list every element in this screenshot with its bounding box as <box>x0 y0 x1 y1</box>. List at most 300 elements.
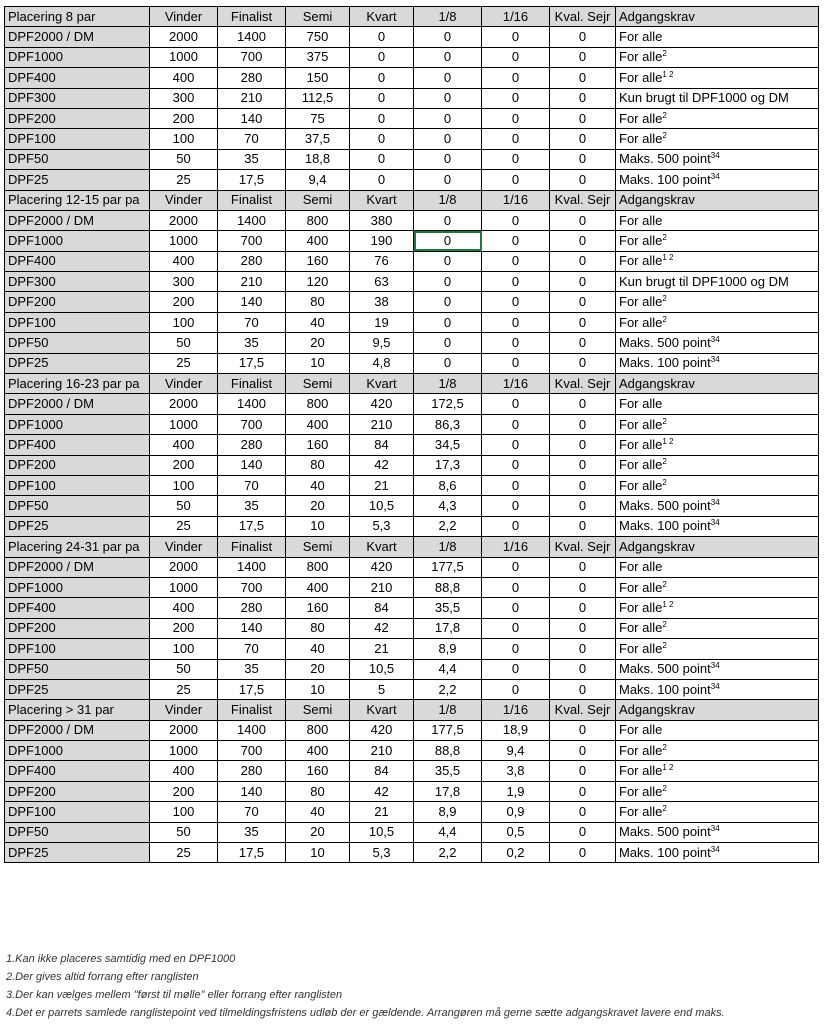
kvart-cell[interactable]: 0 <box>350 27 414 47</box>
eighth-cell[interactable]: 0 <box>414 108 482 128</box>
kvart-cell[interactable]: 5 <box>350 679 414 699</box>
kvart-cell[interactable]: 0 <box>350 149 414 169</box>
kvart-cell[interactable]: 210 <box>350 414 414 434</box>
column-header-cell[interactable]: Vinder <box>150 190 218 210</box>
column-header-cell[interactable]: Kvart <box>350 7 414 27</box>
kvart-cell[interactable]: 210 <box>350 741 414 761</box>
eighth-cell[interactable]: 2,2 <box>414 843 482 863</box>
finalist-cell[interactable]: 35 <box>218 333 286 353</box>
sixteenth-cell[interactable]: 0 <box>482 557 550 577</box>
row-label-cell[interactable]: DPF50 <box>5 496 150 516</box>
kval-sejr-cell[interactable]: 0 <box>550 210 616 230</box>
kval-sejr-cell[interactable]: 0 <box>550 435 616 455</box>
kvart-cell[interactable]: 0 <box>350 129 414 149</box>
finalist-cell[interactable]: 700 <box>218 231 286 251</box>
vinder-cell[interactable]: 1000 <box>150 577 218 597</box>
vinder-cell[interactable]: 100 <box>150 475 218 495</box>
eighth-cell[interactable]: 0 <box>414 292 482 312</box>
eighth-cell[interactable]: 0 <box>414 333 482 353</box>
sixteenth-cell[interactable]: 0 <box>482 455 550 475</box>
row-label-cell[interactable]: DPF1000 <box>5 47 150 67</box>
vinder-cell[interactable]: 25 <box>150 170 218 190</box>
semi-cell[interactable]: 800 <box>286 210 350 230</box>
column-header-cell[interactable]: Vinder <box>150 374 218 394</box>
vinder-cell[interactable]: 25 <box>150 516 218 536</box>
column-header-cell[interactable]: 1/8 <box>414 374 482 394</box>
eighth-cell[interactable]: 177,5 <box>414 557 482 577</box>
semi-cell[interactable]: 10 <box>286 353 350 373</box>
kval-sejr-cell[interactable]: 0 <box>550 843 616 863</box>
column-header-cell[interactable]: Kvart <box>350 537 414 557</box>
semi-cell[interactable]: 80 <box>286 455 350 475</box>
kval-sejr-cell[interactable]: 0 <box>550 496 616 516</box>
finalist-cell[interactable]: 140 <box>218 618 286 638</box>
kvart-cell[interactable]: 420 <box>350 557 414 577</box>
semi-cell[interactable]: 160 <box>286 251 350 271</box>
sixteenth-cell[interactable]: 0 <box>482 251 550 271</box>
row-label-cell[interactable]: DPF100 <box>5 639 150 659</box>
row-label-cell[interactable]: DPF400 <box>5 435 150 455</box>
kval-sejr-cell[interactable]: 0 <box>550 149 616 169</box>
section-title-cell[interactable]: Placering 24-31 par pa <box>5 537 150 557</box>
finalist-cell[interactable]: 140 <box>218 455 286 475</box>
semi-cell[interactable]: 40 <box>286 802 350 822</box>
finalist-cell[interactable]: 1400 <box>218 720 286 740</box>
finalist-cell[interactable]: 70 <box>218 639 286 659</box>
semi-cell[interactable]: 400 <box>286 577 350 597</box>
eighth-cell[interactable]: 88,8 <box>414 577 482 597</box>
eighth-cell[interactable]: 86,3 <box>414 414 482 434</box>
sixteenth-cell[interactable]: 0 <box>482 353 550 373</box>
adgangskrav-cell[interactable] <box>616 659 819 679</box>
eighth-cell[interactable]: 4,4 <box>414 659 482 679</box>
kval-sejr-cell[interactable]: 0 <box>550 47 616 67</box>
column-header-cell[interactable]: 1/16 <box>482 374 550 394</box>
adgangskrav-cell[interactable] <box>616 129 819 149</box>
sixteenth-cell[interactable]: 0 <box>482 659 550 679</box>
eighth-cell[interactable]: 0 <box>414 210 482 230</box>
kvart-cell[interactable]: 38 <box>350 292 414 312</box>
vinder-cell[interactable]: 2000 <box>150 557 218 577</box>
kvart-cell[interactable]: 190 <box>350 231 414 251</box>
column-header-cell[interactable]: Semi <box>286 7 350 27</box>
vinder-cell[interactable]: 2000 <box>150 720 218 740</box>
adgangskrav-cell[interactable] <box>616 88 819 108</box>
semi-cell[interactable]: 40 <box>286 312 350 332</box>
row-label-cell[interactable]: DPF2000 / DM <box>5 557 150 577</box>
eighth-cell[interactable]: 34,5 <box>414 435 482 455</box>
kvart-cell[interactable]: 84 <box>350 435 414 455</box>
column-header-cell[interactable]: Kvart <box>350 190 414 210</box>
kvart-cell[interactable]: 19 <box>350 312 414 332</box>
kvart-cell[interactable]: 84 <box>350 761 414 781</box>
adgangskrav-cell[interactable] <box>616 475 819 495</box>
vinder-cell[interactable]: 1000 <box>150 231 218 251</box>
vinder-cell[interactable]: 25 <box>150 353 218 373</box>
kval-sejr-cell[interactable]: 0 <box>550 761 616 781</box>
finalist-cell[interactable]: 17,5 <box>218 170 286 190</box>
row-label-cell[interactable]: DPF200 <box>5 108 150 128</box>
vinder-cell[interactable]: 50 <box>150 822 218 842</box>
row-label-cell[interactable]: DPF300 <box>5 272 150 292</box>
vinder-cell[interactable]: 200 <box>150 108 218 128</box>
eighth-cell[interactable]: 8,9 <box>414 639 482 659</box>
adgangskrav-cell[interactable] <box>616 272 819 292</box>
sixteenth-cell[interactable]: 0 <box>482 394 550 414</box>
kval-sejr-cell[interactable]: 0 <box>550 312 616 332</box>
kval-sejr-cell[interactable]: 0 <box>550 272 616 292</box>
kvart-cell[interactable]: 420 <box>350 394 414 414</box>
row-label-cell[interactable]: DPF100 <box>5 802 150 822</box>
finalist-cell[interactable]: 1400 <box>218 210 286 230</box>
kvart-cell[interactable]: 0 <box>350 68 414 88</box>
vinder-cell[interactable]: 400 <box>150 598 218 618</box>
sixteenth-cell[interactable]: 0 <box>482 272 550 292</box>
semi-cell[interactable]: 160 <box>286 761 350 781</box>
sixteenth-cell[interactable]: 0 <box>482 27 550 47</box>
kval-sejr-cell[interactable]: 0 <box>550 679 616 699</box>
eighth-cell[interactable]: 0 <box>414 170 482 190</box>
sixteenth-cell[interactable]: 0 <box>482 292 550 312</box>
column-header-cell[interactable]: Finalist <box>218 190 286 210</box>
eighth-cell[interactable]: 0 <box>414 353 482 373</box>
row-label-cell[interactable]: DPF50 <box>5 659 150 679</box>
eighth-cell[interactable]: 35,5 <box>414 598 482 618</box>
finalist-cell[interactable]: 210 <box>218 272 286 292</box>
row-label-cell[interactable]: DPF1000 <box>5 577 150 597</box>
sixteenth-cell[interactable]: 0 <box>482 516 550 536</box>
finalist-cell[interactable]: 35 <box>218 822 286 842</box>
adgangskrav-cell[interactable] <box>616 455 819 475</box>
vinder-cell[interactable]: 100 <box>150 312 218 332</box>
eighth-cell[interactable]: 88,8 <box>414 741 482 761</box>
semi-cell[interactable]: 800 <box>286 557 350 577</box>
sixteenth-cell[interactable]: 0 <box>482 47 550 67</box>
sixteenth-cell[interactable]: 1,9 <box>482 781 550 801</box>
kval-sejr-cell[interactable]: 0 <box>550 577 616 597</box>
column-header-cell[interactable]: Adgangskrav <box>616 7 819 27</box>
eighth-cell[interactable]: 4,4 <box>414 822 482 842</box>
kval-sejr-cell[interactable]: 0 <box>550 27 616 47</box>
semi-cell[interactable]: 80 <box>286 292 350 312</box>
sixteenth-cell[interactable]: 0 <box>482 68 550 88</box>
eighth-cell[interactable]: 17,8 <box>414 618 482 638</box>
column-header-cell[interactable]: 1/8 <box>414 190 482 210</box>
sixteenth-cell[interactable]: 0 <box>482 108 550 128</box>
semi-cell[interactable]: 20 <box>286 496 350 516</box>
kval-sejr-cell[interactable]: 0 <box>550 802 616 822</box>
finalist-cell[interactable]: 70 <box>218 802 286 822</box>
row-label-cell[interactable]: DPF25 <box>5 679 150 699</box>
column-header-cell[interactable]: Kvart <box>350 374 414 394</box>
vinder-cell[interactable]: 100 <box>150 639 218 659</box>
kval-sejr-cell[interactable]: 0 <box>550 475 616 495</box>
semi-cell[interactable]: 800 <box>286 394 350 414</box>
kval-sejr-cell[interactable]: 0 <box>550 618 616 638</box>
semi-cell[interactable]: 400 <box>286 231 350 251</box>
kvart-cell[interactable]: 10,5 <box>350 822 414 842</box>
kval-sejr-cell[interactable]: 0 <box>550 394 616 414</box>
kval-sejr-cell[interactable]: 0 <box>550 292 616 312</box>
adgangskrav-cell[interactable] <box>616 516 819 536</box>
kval-sejr-cell[interactable]: 0 <box>550 822 616 842</box>
eighth-cell[interactable]: 35,5 <box>414 761 482 781</box>
finalist-cell[interactable]: 280 <box>218 435 286 455</box>
vinder-cell[interactable]: 300 <box>150 88 218 108</box>
finalist-cell[interactable]: 35 <box>218 496 286 516</box>
sixteenth-cell[interactable]: 3,8 <box>482 761 550 781</box>
kval-sejr-cell[interactable]: 0 <box>550 598 616 618</box>
semi-cell[interactable]: 150 <box>286 68 350 88</box>
row-label-cell[interactable]: DPF2000 / DM <box>5 210 150 230</box>
sixteenth-cell[interactable]: 0 <box>482 170 550 190</box>
finalist-cell[interactable]: 70 <box>218 129 286 149</box>
kval-sejr-cell[interactable]: 0 <box>550 68 616 88</box>
semi-cell[interactable]: 10 <box>286 679 350 699</box>
semi-cell[interactable]: 37,5 <box>286 129 350 149</box>
adgangskrav-cell[interactable] <box>616 292 819 312</box>
kvart-cell[interactable]: 84 <box>350 598 414 618</box>
vinder-cell[interactable]: 400 <box>150 435 218 455</box>
column-header-cell[interactable]: 1/8 <box>414 7 482 27</box>
kval-sejr-cell[interactable]: 0 <box>550 170 616 190</box>
row-label-cell[interactable]: DPF2000 / DM <box>5 720 150 740</box>
column-header-cell[interactable]: 1/16 <box>482 700 550 720</box>
adgangskrav-cell[interactable] <box>616 231 819 251</box>
column-header-cell[interactable]: Adgangskrav <box>616 190 819 210</box>
sixteenth-cell[interactable]: 0 <box>482 598 550 618</box>
column-header-cell[interactable]: Adgangskrav <box>616 537 819 557</box>
finalist-cell[interactable]: 1400 <box>218 394 286 414</box>
finalist-cell[interactable]: 1400 <box>218 557 286 577</box>
kvart-cell[interactable]: 420 <box>350 720 414 740</box>
adgangskrav-cell[interactable] <box>616 557 819 577</box>
row-label-cell[interactable]: DPF25 <box>5 170 150 190</box>
sixteenth-cell[interactable]: 0 <box>482 231 550 251</box>
vinder-cell[interactable]: 400 <box>150 251 218 271</box>
vinder-cell[interactable]: 1000 <box>150 741 218 761</box>
kval-sejr-cell[interactable]: 0 <box>550 333 616 353</box>
adgangskrav-cell[interactable] <box>616 394 819 414</box>
eighth-cell[interactable]: 0 <box>414 251 482 271</box>
kval-sejr-cell[interactable]: 0 <box>550 88 616 108</box>
adgangskrav-cell[interactable] <box>616 496 819 516</box>
sixteenth-cell[interactable]: 0 <box>482 149 550 169</box>
kvart-cell[interactable]: 42 <box>350 618 414 638</box>
kvart-cell[interactable]: 42 <box>350 781 414 801</box>
semi-cell[interactable]: 80 <box>286 781 350 801</box>
adgangskrav-cell[interactable] <box>616 618 819 638</box>
row-label-cell[interactable]: DPF200 <box>5 781 150 801</box>
kvart-cell[interactable]: 10,5 <box>350 496 414 516</box>
sixteenth-cell[interactable]: 0,5 <box>482 822 550 842</box>
finalist-cell[interactable]: 700 <box>218 47 286 67</box>
column-header-cell[interactable]: Finalist <box>218 374 286 394</box>
vinder-cell[interactable]: 50 <box>150 149 218 169</box>
row-label-cell[interactable]: DPF2000 / DM <box>5 27 150 47</box>
adgangskrav-cell[interactable] <box>616 720 819 740</box>
row-label-cell[interactable]: DPF50 <box>5 822 150 842</box>
sixteenth-cell[interactable]: 0 <box>482 210 550 230</box>
kvart-cell[interactable]: 21 <box>350 639 414 659</box>
semi-cell[interactable]: 40 <box>286 475 350 495</box>
adgangskrav-cell[interactable] <box>616 761 819 781</box>
kval-sejr-cell[interactable]: 0 <box>550 108 616 128</box>
semi-cell[interactable]: 400 <box>286 414 350 434</box>
column-header-cell[interactable]: Finalist <box>218 537 286 557</box>
sixteenth-cell[interactable]: 0,9 <box>482 802 550 822</box>
eighth-cell[interactable]: 0 <box>414 47 482 67</box>
finalist-cell[interactable]: 17,5 <box>218 679 286 699</box>
adgangskrav-cell[interactable] <box>616 435 819 455</box>
adgangskrav-cell[interactable] <box>616 414 819 434</box>
column-header-cell[interactable]: Vinder <box>150 537 218 557</box>
adgangskrav-cell[interactable] <box>616 251 819 271</box>
kval-sejr-cell[interactable]: 0 <box>550 231 616 251</box>
row-label-cell[interactable]: DPF1000 <box>5 741 150 761</box>
semi-cell[interactable]: 20 <box>286 333 350 353</box>
semi-cell[interactable]: 120 <box>286 272 350 292</box>
finalist-cell[interactable]: 1400 <box>218 27 286 47</box>
eighth-cell[interactable]: 0 <box>414 27 482 47</box>
column-header-cell[interactable]: Kval. Sejr <box>550 700 616 720</box>
vinder-cell[interactable]: 200 <box>150 618 218 638</box>
vinder-cell[interactable]: 2000 <box>150 394 218 414</box>
adgangskrav-cell[interactable] <box>616 170 819 190</box>
row-label-cell[interactable]: DPF1000 <box>5 414 150 434</box>
column-header-cell[interactable]: Finalist <box>218 7 286 27</box>
vinder-cell[interactable]: 400 <box>150 68 218 88</box>
adgangskrav-cell[interactable] <box>616 27 819 47</box>
vinder-cell[interactable]: 300 <box>150 272 218 292</box>
sixteenth-cell[interactable]: 0 <box>482 414 550 434</box>
kval-sejr-cell[interactable]: 0 <box>550 741 616 761</box>
vinder-cell[interactable]: 2000 <box>150 210 218 230</box>
finalist-cell[interactable]: 140 <box>218 292 286 312</box>
adgangskrav-cell[interactable] <box>616 781 819 801</box>
eighth-cell[interactable]: 177,5 <box>414 720 482 740</box>
vinder-cell[interactable]: 100 <box>150 129 218 149</box>
row-label-cell[interactable]: DPF200 <box>5 292 150 312</box>
column-header-cell[interactable]: Kval. Sejr <box>550 7 616 27</box>
row-label-cell[interactable]: DPF1000 <box>5 231 150 251</box>
semi-cell[interactable]: 800 <box>286 720 350 740</box>
section-title-cell[interactable]: Placering 16-23 par pa <box>5 374 150 394</box>
row-label-cell[interactable]: DPF400 <box>5 251 150 271</box>
kval-sejr-cell[interactable]: 0 <box>550 353 616 373</box>
adgangskrav-cell[interactable] <box>616 741 819 761</box>
section-title-cell[interactable]: Placering 12-15 par pa <box>5 190 150 210</box>
row-label-cell[interactable]: DPF400 <box>5 761 150 781</box>
row-label-cell[interactable]: DPF100 <box>5 312 150 332</box>
adgangskrav-cell[interactable] <box>616 108 819 128</box>
sixteenth-cell[interactable]: 0 <box>482 618 550 638</box>
kvart-cell[interactable]: 380 <box>350 210 414 230</box>
kval-sejr-cell[interactable]: 0 <box>550 414 616 434</box>
sixteenth-cell[interactable]: 0 <box>482 577 550 597</box>
eighth-cell[interactable]: 0 <box>414 129 482 149</box>
vinder-cell[interactable]: 2000 <box>150 27 218 47</box>
kvart-cell[interactable]: 5,3 <box>350 516 414 536</box>
eighth-cell[interactable]: 0 <box>414 68 482 88</box>
column-header-cell[interactable]: Adgangskrav <box>616 374 819 394</box>
eighth-cell[interactable]: 172,5 <box>414 394 482 414</box>
row-label-cell[interactable]: DPF50 <box>5 149 150 169</box>
sixteenth-cell[interactable]: 0 <box>482 435 550 455</box>
semi-cell[interactable]: 160 <box>286 435 350 455</box>
adgangskrav-cell[interactable] <box>616 679 819 699</box>
eighth-cell[interactable]: 8,9 <box>414 802 482 822</box>
column-header-cell[interactable]: Vinder <box>150 700 218 720</box>
kval-sejr-cell[interactable]: 0 <box>550 639 616 659</box>
adgangskrav-cell[interactable] <box>616 802 819 822</box>
vinder-cell[interactable]: 25 <box>150 843 218 863</box>
column-header-cell[interactable]: Semi <box>286 190 350 210</box>
column-header-cell[interactable]: 1/8 <box>414 700 482 720</box>
vinder-cell[interactable]: 1000 <box>150 47 218 67</box>
sixteenth-cell[interactable]: 18,9 <box>482 720 550 740</box>
adgangskrav-cell[interactable] <box>616 577 819 597</box>
kval-sejr-cell[interactable]: 0 <box>550 659 616 679</box>
adgangskrav-cell[interactable] <box>616 333 819 353</box>
kvart-cell[interactable]: 0 <box>350 170 414 190</box>
kvart-cell[interactable]: 21 <box>350 802 414 822</box>
column-header-cell[interactable]: 1/16 <box>482 7 550 27</box>
semi-cell[interactable]: 750 <box>286 27 350 47</box>
semi-cell[interactable]: 160 <box>286 598 350 618</box>
kval-sejr-cell[interactable]: 0 <box>550 516 616 536</box>
eighth-cell[interactable]: 17,8 <box>414 781 482 801</box>
sixteenth-cell[interactable]: 0 <box>482 639 550 659</box>
sixteenth-cell[interactable]: 0 <box>482 679 550 699</box>
finalist-cell[interactable]: 17,5 <box>218 353 286 373</box>
semi-cell[interactable]: 9,4 <box>286 170 350 190</box>
semi-cell[interactable]: 75 <box>286 108 350 128</box>
column-header-cell[interactable]: 1/8 <box>414 537 482 557</box>
eighth-cell[interactable]: 0 <box>414 149 482 169</box>
sixteenth-cell[interactable]: 0 <box>482 333 550 353</box>
finalist-cell[interactable]: 700 <box>218 577 286 597</box>
column-header-cell[interactable]: 1/16 <box>482 537 550 557</box>
vinder-cell[interactable]: 50 <box>150 496 218 516</box>
column-header-cell[interactable]: 1/16 <box>482 190 550 210</box>
vinder-cell[interactable]: 25 <box>150 679 218 699</box>
column-header-cell[interactable]: Semi <box>286 537 350 557</box>
column-header-cell[interactable]: Semi <box>286 374 350 394</box>
vinder-cell[interactable]: 200 <box>150 455 218 475</box>
kvart-cell[interactable]: 0 <box>350 47 414 67</box>
row-label-cell[interactable]: DPF200 <box>5 455 150 475</box>
finalist-cell[interactable]: 17,5 <box>218 843 286 863</box>
eighth-cell[interactable]: 4,3 <box>414 496 482 516</box>
kval-sejr-cell[interactable]: 0 <box>550 781 616 801</box>
column-header-cell[interactable]: Kvart <box>350 700 414 720</box>
eighth-cell[interactable]: 2,2 <box>414 516 482 536</box>
finalist-cell[interactable]: 35 <box>218 659 286 679</box>
kvart-cell[interactable]: 21 <box>350 475 414 495</box>
adgangskrav-cell[interactable] <box>616 68 819 88</box>
eighth-cell[interactable]: 2,2 <box>414 679 482 699</box>
row-label-cell[interactable]: DPF100 <box>5 475 150 495</box>
vinder-cell[interactable]: 200 <box>150 292 218 312</box>
row-label-cell[interactable]: DPF200 <box>5 618 150 638</box>
finalist-cell[interactable]: 280 <box>218 68 286 88</box>
sixteenth-cell[interactable]: 0 <box>482 475 550 495</box>
kval-sejr-cell[interactable]: 0 <box>550 455 616 475</box>
kvart-cell[interactable]: 10,5 <box>350 659 414 679</box>
section-title-cell[interactable]: Placering 8 par <box>5 7 150 27</box>
adgangskrav-cell[interactable] <box>616 598 819 618</box>
